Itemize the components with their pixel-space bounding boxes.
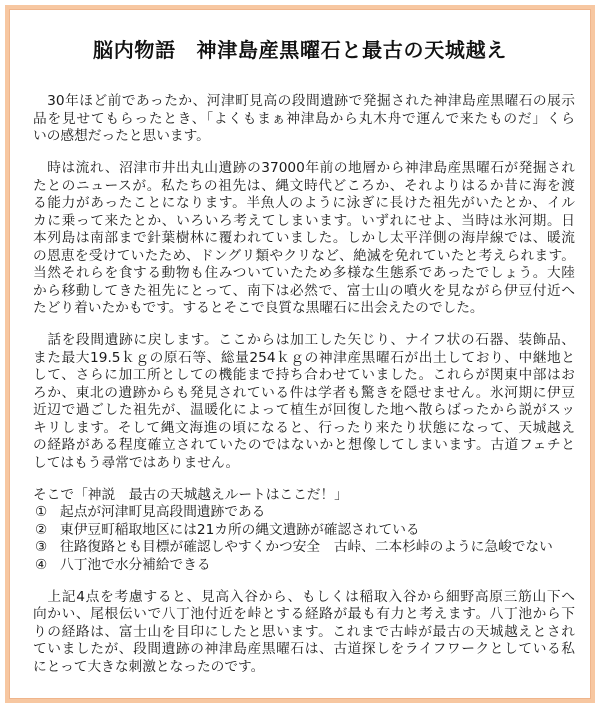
text-line: りの経路は、富士山を目印にしたと思います。これまで古峠が最古の天城越えとされ — [33, 623, 575, 640]
list-item — [33, 557, 575, 575]
list-marker: ③ — [35, 539, 48, 555]
text-line: 近辺で過ごした祖先が、温暖化によって植生が回復した地へ散らばったから説がスッ — [33, 402, 575, 418]
text-line: してはもう尋常ではありません。 — [33, 454, 240, 471]
list-item — [33, 504, 575, 522]
text-line: カに乗って来たとか、いろいろ考えてしまいます。いずれにせよ、当時は氷河期。日 — [33, 212, 575, 229]
text-line: の経路がある程度確立されていたのではないかと想像してしまいます。古道フェチと — [33, 437, 575, 453]
text-line: 品を見せてもらったとき、「よくもまぁ神津島から丸木舟で運んで来たものだ」くら — [33, 110, 575, 127]
text-line: たとのニュースが。私たちの祖先は、縄文時代どころか、それよりはるか昔に海を渡 — [33, 177, 575, 194]
list-marker: ② — [35, 521, 48, 538]
text-line: 時は流れ、沼津市井出丸山遺跡の37000年前の地層から神津島産黒曜石が発掘され — [33, 160, 575, 176]
text-line: いの感想だったと思います。 — [33, 128, 210, 144]
text-line: 話を段間遺跡に戻します。ここからは加工した矢じり、ナイフ状の石器、装飾品、 — [33, 332, 575, 348]
list-item-text: 起点が河津町見高段間遺跡である — [60, 504, 266, 520]
paragraph-1 — [33, 93, 575, 146]
text-line: 上記4点を考慮すると、見高入谷から、もしくは稲取入谷から細野高原三筋山下へ — [33, 588, 575, 605]
paragraph-5 — [33, 589, 575, 677]
list-item — [33, 522, 575, 540]
text-line: たどり着いたかもです。するとそこで良質な黒曜石に出会えたのでした。 — [33, 300, 484, 316]
text-line: にとって大きな刺激となったのです。 — [33, 658, 265, 675]
list-marker: ① — [35, 504, 48, 520]
paragraph-2 — [33, 160, 575, 318]
text-line: 向かい、尾根伝いで八丁池付近を峠とする経路が最も有力と考えます。八丁池から下 — [33, 606, 575, 622]
text-line: ろか、東北の遺跡からも発見されている件は学者も驚きを隠せません。氷河期に伊豆 — [33, 384, 575, 401]
route-heading: そこで「神説 最古の天城越えルートはここだ！」 — [33, 486, 348, 503]
list-item-text: 八丁池で水分補給できる — [60, 556, 211, 573]
text-line: ていましたが、段間遺跡の神津島産黒曜石は、古道探しをライフワークとしている私 — [33, 641, 575, 657]
text-line: また最大19.5ｋｇの原石等、総量254ｋｇの神津産黒曜石が出土しており、中継地と — [33, 349, 575, 366]
document-body — [33, 93, 575, 676]
list-item-text: 東伊豆町稲取地区には21カ所の縄文遺跡が確認されている — [60, 521, 420, 538]
text-line: から移動してきた祖先にとって、南下は必然で、富士山の噴火を見ながら伊豆付近へ — [33, 282, 575, 299]
list-item — [33, 539, 575, 557]
text-line: 当然それらを食する動物も住みついていたため多様な生態系であったでしょう。大陸 — [33, 265, 575, 281]
route-list — [33, 487, 575, 575]
text-line: キリします。そして縄文海進の頃になると、行ったり来たり状態になって、天城越え — [33, 419, 575, 436]
list-item-text: 往路復路とも目標が確認しやすくかつ安全 古峠、二本杉峠のように急峻でない — [60, 539, 553, 555]
page-title: 脳内物語 神津島産黒曜石と最古の天城越え — [93, 38, 507, 62]
text-line: の恩恵を受けていたため、ドングリ類やクリなど、絶滅を免れていたと考えられます。 — [33, 247, 575, 264]
text-line: して、さらに加工所としての機能まで持ち合わせていました。これらが関東中部はお — [33, 367, 575, 383]
list-marker: ④ — [35, 556, 48, 573]
text-line: 本列島は南部まで針葉樹林に覆われていました。しかし太平洋側の海岸線では、暖流 — [33, 230, 575, 246]
text-line: 30年ほど前であったか、河津町見高の段間遺跡で発掘された神津島産黒曜石の展示 — [33, 93, 575, 109]
paragraph-3 — [33, 332, 575, 472]
text-line: る能力があったことになります。半魚人のように泳ぎに長けた祖先がいたとか、イル — [33, 195, 575, 211]
